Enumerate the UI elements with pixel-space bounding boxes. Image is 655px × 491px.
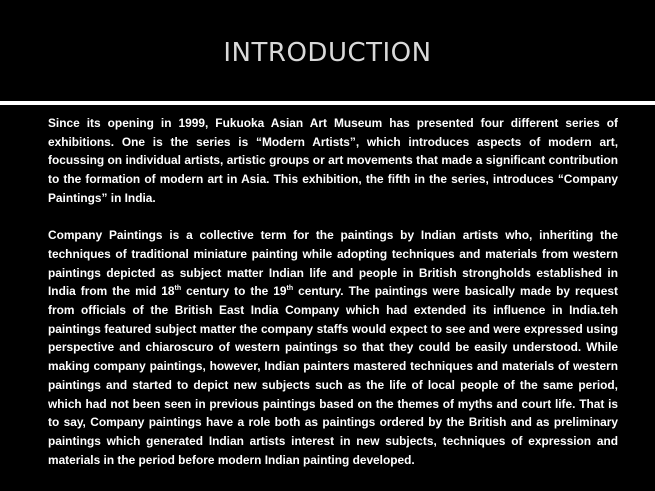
slide-body <box>48 114 618 469</box>
title-divider <box>0 101 655 105</box>
intro-paragraph: Since its opening in 1999, Fukuoka Asian Art Museum has presented four different series of exhibitions. One is the series is “Modern Artists”, which introduces aspects of modern art, focussing on individual artists, artistic groups or art movements that made a significant contribution to the formation of modern art in Asia. This exhibition, the fifth in the series, introduces “Company Paintings” in India. <box>48 116 618 205</box>
paragraph-text-part3: century. The paintings were basically made by request from officials of the British East India Company which had extended its influence in India.teh paintings featured subject matter the company staffs would expect to see and were expressed using perspective and chiaroscuro of western paintings so that they could be easily understood. While making company paintings, however, Indian painters mastered techniques and materials of western paintings and started to depict new subjects such as the life of local people of the same period, which had not been seen in previous paintings based on the themes of myths and court life. That is to say, Company paintings have a role both as paintings ordered by the British and as preliminary paintings which generated Indian artists interest in new subjects, techniques of expression and materials in the period before modern Indian painting developed. <box>48 284 618 467</box>
ordinal-suffix-18th: th <box>174 285 182 293</box>
paragraph-text-part2: century to the 19 <box>181 284 287 299</box>
ordinal-suffix-19th: th <box>286 285 294 293</box>
company-paintings-paragraph <box>48 226 618 469</box>
slide-title: INTRODUCTION <box>223 38 432 68</box>
paragraph-text-part1: Company Paintings is a collective term for the paintings by Indian artists who, inheriting the techniques of traditional miniature painting while adopting techniques and materials from western paintings depicted as subject matter Indian life and people in British strongholds established in India from the mid 18 <box>48 228 618 299</box>
